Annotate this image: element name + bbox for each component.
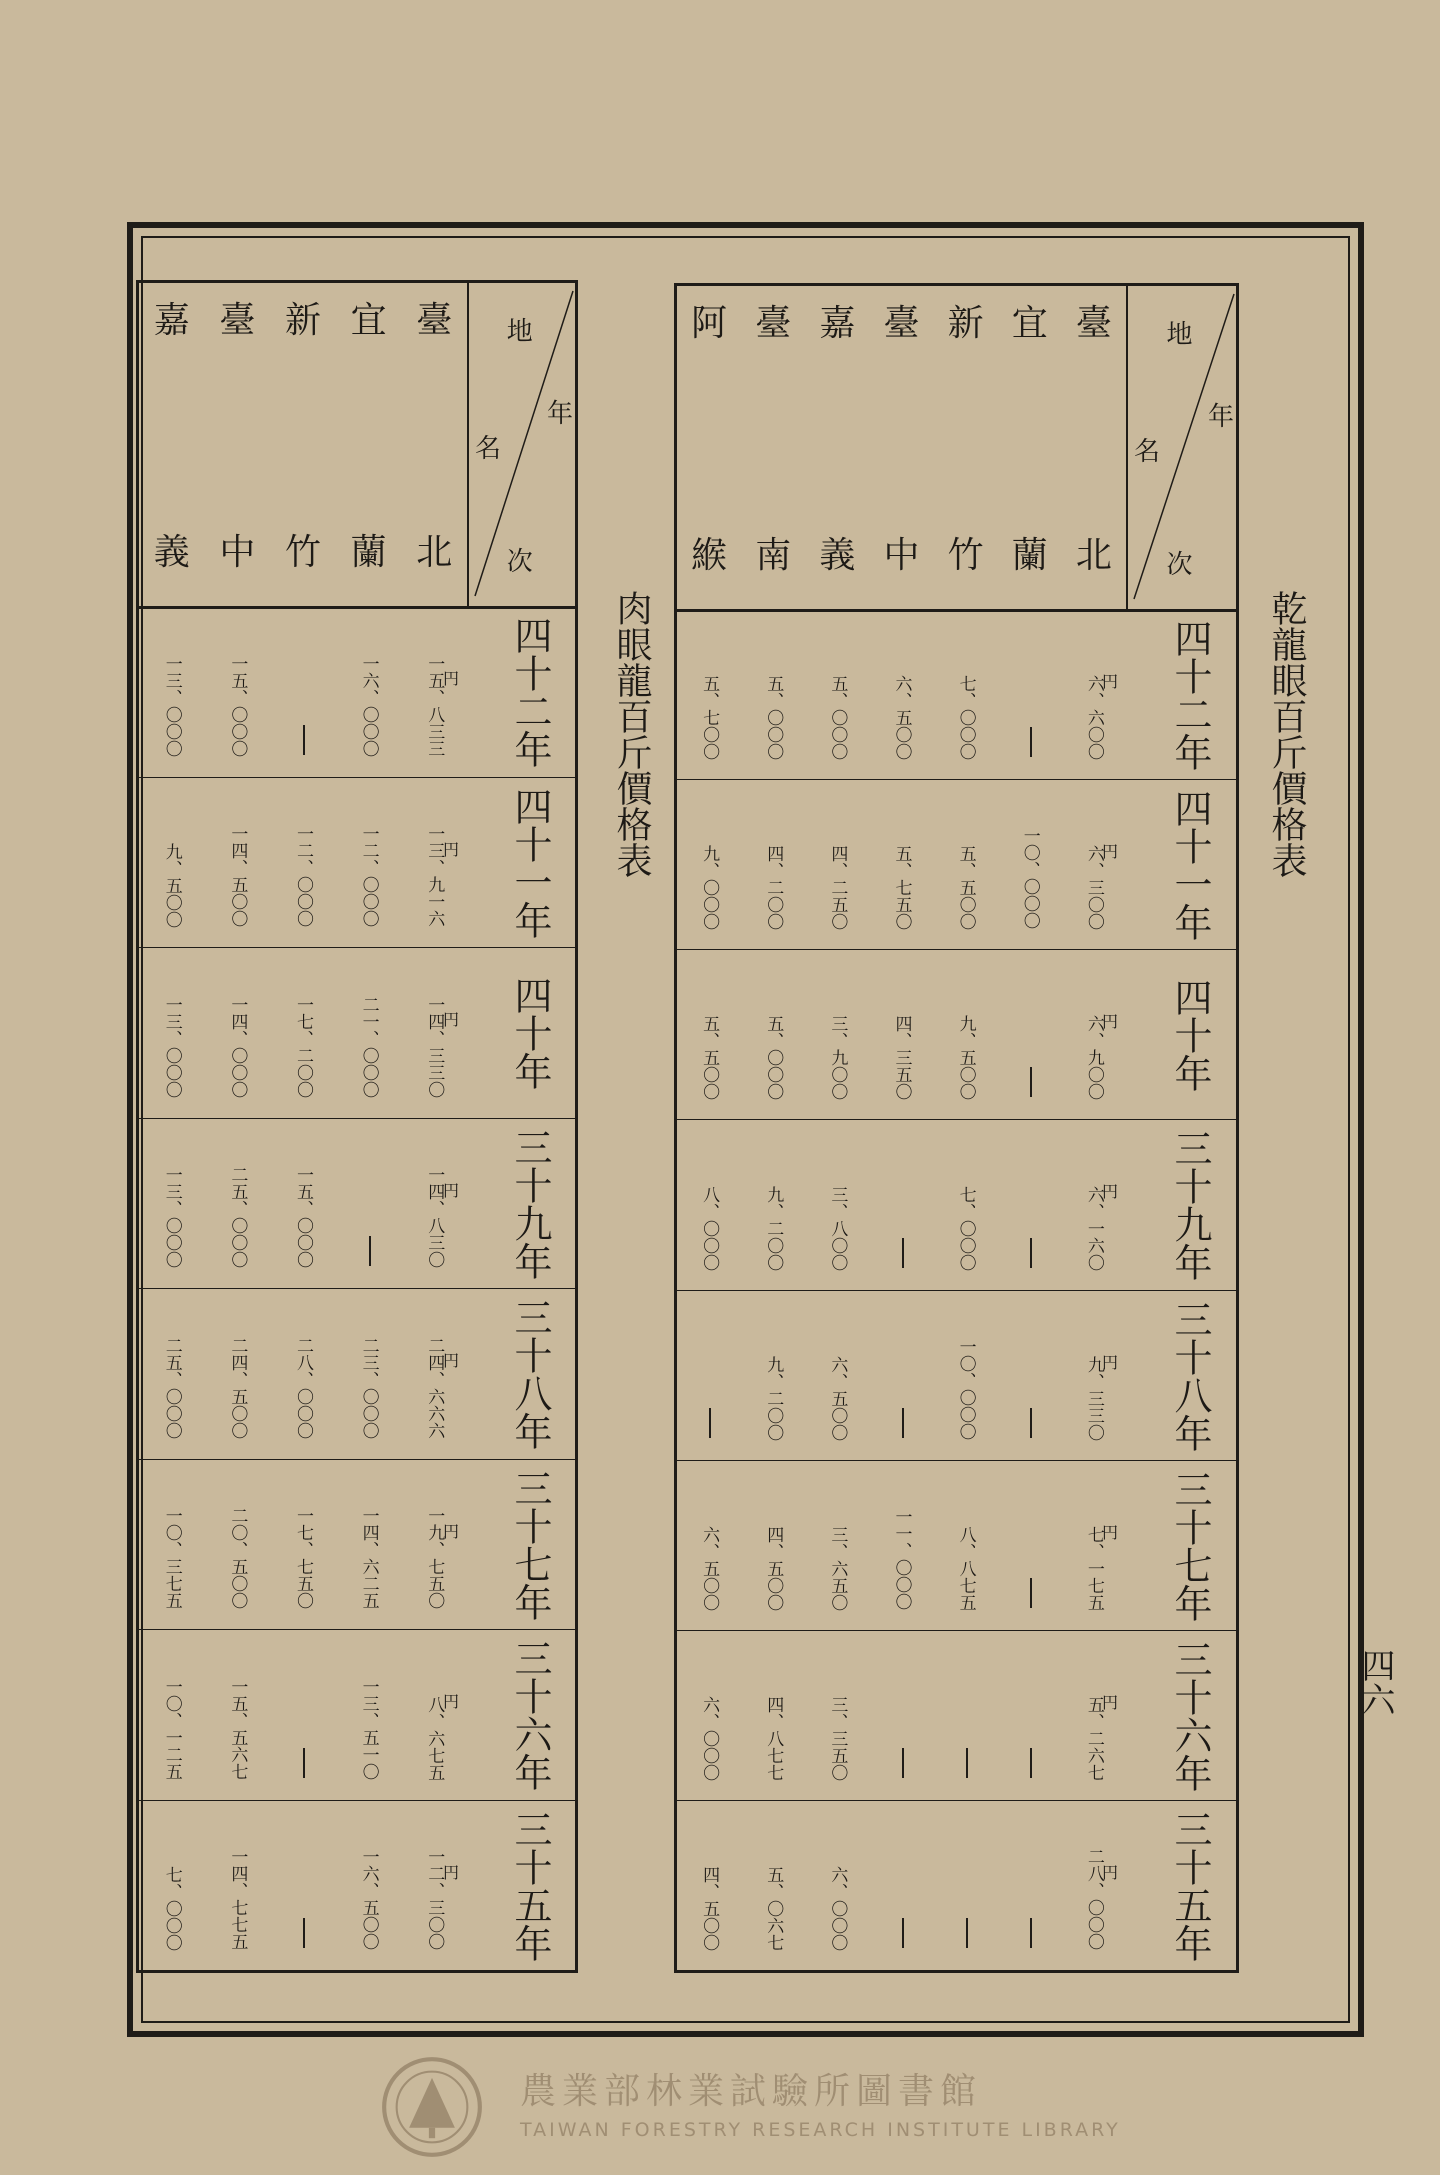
price-cell: 六、五〇〇 (827, 1355, 848, 1441)
price-cell: 一三、〇〇〇 (161, 995, 182, 1098)
price-cell: 一三、五一〇 (358, 1677, 379, 1780)
price-cell: 一〇、一二五 (161, 1677, 182, 1780)
empty-cell-dash (1030, 1748, 1032, 1778)
price-cell: 一七、七五〇 (293, 1507, 313, 1609)
price-cell: 五、二六七 (1083, 1695, 1104, 1781)
yen-unit: 円 (1102, 1522, 1119, 1542)
place-name-bottom: 中 (883, 535, 920, 576)
price-cell: 一四、七七五 (227, 1848, 248, 1950)
price-cell: 一六、〇〇〇 (358, 654, 379, 757)
price-cell: 二五、〇〇〇 (227, 1166, 248, 1268)
price-cell: 七、〇〇〇 (955, 675, 976, 761)
corner-label-year-2: 次 (1166, 550, 1193, 580)
row-divider (677, 1290, 1236, 1291)
place-name-bottom: 蘭 (350, 532, 387, 573)
empty-cell-dash (369, 1236, 371, 1266)
price-cell: 三、六五〇 (827, 1525, 848, 1611)
price-cell: 一五、〇〇〇 (227, 654, 248, 757)
watermark-english: TAIWAN FORESTRY RESEARCH INSTITUTE LIBRARY (520, 2119, 1121, 2141)
corner-label-place-2: 名 (1134, 437, 1161, 467)
price-cell: 五、〇六七 (763, 1866, 784, 1951)
price-cell: 一九、七五〇 (424, 1507, 445, 1609)
price-cell: 五、七〇〇 (699, 675, 720, 761)
place-name-top: 嘉 (153, 300, 190, 341)
price-cell: 六、六〇〇 (1083, 675, 1104, 761)
yen-unit: 円 (443, 669, 460, 688)
price-cell: 八、六七五 (424, 1695, 445, 1781)
yen-unit: 円 (1102, 1352, 1119, 1372)
price-cell: 八、〇〇〇 (699, 1185, 720, 1271)
price-cell: 一四、〇〇〇 (227, 995, 248, 1098)
place-header-5 (741, 286, 805, 609)
price-cell: 一〇、〇〇〇 (1019, 827, 1040, 930)
price-cell: 一六、五〇〇 (358, 1848, 379, 1950)
row-divider (677, 1800, 1236, 1801)
left-price-table (136, 280, 578, 1973)
yen-unit: 円 (443, 839, 460, 859)
year-label: 四十一年 (1168, 789, 1212, 942)
price-cell: 一二、〇〇〇 (358, 825, 379, 927)
row-divider (677, 949, 1236, 950)
place-name-top: 新 (284, 300, 321, 341)
price-cell: 一五、八三三 (424, 654, 445, 757)
yen-unit: 円 (443, 1521, 460, 1541)
price-cell: 二四、五〇〇 (227, 1336, 248, 1439)
year-label: 四十年 (508, 976, 552, 1091)
row-divider (139, 1629, 575, 1630)
price-cell: 一四、八三〇 (424, 1166, 445, 1268)
place-name-bottom: 中 (219, 532, 256, 573)
empty-cell-dash (966, 1918, 968, 1948)
place-name-top: 臺 (883, 303, 920, 344)
place-name-top: 臺 (219, 300, 256, 341)
price-cell: 二五、〇〇〇 (161, 1336, 182, 1439)
yen-unit: 円 (1102, 1692, 1119, 1712)
price-cell: 六、九〇〇 (1083, 1015, 1104, 1101)
place-header-3 (205, 283, 271, 606)
place-header-6 (677, 286, 741, 609)
empty-cell-dash (303, 1918, 305, 1948)
price-cell: 四、二〇〇 (763, 845, 784, 931)
row-divider (139, 777, 575, 778)
place-name-bottom: 義 (153, 532, 190, 573)
price-cell: 五、五〇〇 (699, 1015, 720, 1101)
yen-unit: 円 (443, 1180, 460, 1200)
page-number: 四六 (1355, 1648, 1395, 1716)
place-header-3 (869, 286, 933, 609)
price-cell: 四、五〇〇 (763, 1525, 784, 1611)
year-label: 三十八年 (508, 1298, 552, 1451)
corner-label-place-2: 名 (475, 434, 502, 464)
place-name-bottom: 竹 (284, 532, 321, 573)
empty-cell-dash (902, 1238, 904, 1268)
year-label: 三十五年 (1168, 1809, 1212, 1962)
price-cell: 五、〇〇〇 (763, 675, 784, 761)
price-cell: 六、一六〇 (1083, 1185, 1104, 1271)
yen-unit: 円 (1102, 1862, 1119, 1882)
price-cell: 四、八七七 (763, 1695, 784, 1781)
place-name-bottom: 蘭 (1011, 535, 1048, 576)
place-name-bottom: 北 (416, 532, 453, 573)
place-name-bottom: 竹 (947, 535, 984, 576)
place-name-bottom: 義 (819, 535, 856, 576)
header-divider (139, 606, 575, 609)
year-label: 四十年 (1168, 978, 1212, 1093)
price-cell: 三、八〇〇 (827, 1185, 848, 1271)
price-cell: 二三、〇〇〇 (358, 1336, 379, 1439)
price-cell: 一四、五〇〇 (227, 825, 248, 927)
price-cell: 一五、〇〇〇 (293, 1166, 313, 1268)
empty-cell-dash (902, 1408, 904, 1438)
place-name-top: 臺 (416, 300, 453, 341)
price-cell: 九、五〇〇 (955, 1015, 976, 1101)
place-name-top: 新 (947, 303, 984, 344)
price-cell: 五、七五〇 (891, 845, 912, 931)
price-cell: 二〇、五〇〇 (227, 1507, 248, 1609)
yen-unit: 円 (1102, 1182, 1119, 1202)
price-cell: 一五、五六七 (227, 1677, 248, 1780)
price-cell: 一〇、三七五 (161, 1507, 182, 1609)
corner-label-year-1: 年 (1208, 402, 1235, 432)
corner-header-cell (467, 283, 575, 606)
price-cell: 一三、〇〇〇 (161, 1166, 182, 1268)
price-cell: 五、〇〇〇 (827, 675, 848, 761)
price-cell: 五、五〇〇 (955, 845, 976, 931)
empty-cell-dash (303, 725, 305, 755)
corner-label-year-1: 年 (547, 399, 574, 429)
yen-unit: 円 (443, 1351, 460, 1370)
empty-cell-dash (303, 1748, 305, 1778)
yen-unit: 円 (443, 1692, 460, 1711)
year-label: 三十八年 (1168, 1299, 1212, 1452)
price-cell: 四、二五〇 (827, 845, 848, 931)
price-cell: 一三、〇〇〇 (161, 654, 182, 757)
header-divider (677, 609, 1236, 612)
year-label: 三十六年 (508, 1639, 552, 1792)
left-table-title: 肉眼龍百斤價格表 (611, 590, 652, 878)
place-name-top: 嘉 (819, 303, 856, 344)
place-name-top: 阿 (691, 303, 728, 344)
price-cell: 二八、〇〇〇 (293, 1336, 313, 1439)
place-name-top: 宜 (350, 300, 387, 341)
yen-unit: 円 (443, 1010, 460, 1029)
row-divider (139, 947, 575, 948)
price-cell: 一二、〇〇〇 (293, 825, 313, 927)
price-cell: 一一、〇〇〇 (891, 1507, 912, 1610)
year-label: 四十一年 (508, 786, 552, 939)
institute-seal-icon (380, 2055, 484, 2159)
place-header-2 (934, 286, 998, 609)
year-label: 三十五年 (508, 1809, 552, 1962)
row-divider (677, 779, 1236, 780)
row-divider (677, 1119, 1236, 1120)
yen-unit: 円 (1102, 1012, 1119, 1032)
corner-label-year-2: 次 (506, 547, 533, 577)
price-cell: 九、二〇〇 (763, 1355, 784, 1441)
place-name-top: 臺 (755, 303, 792, 344)
row-divider (139, 1800, 575, 1801)
price-cell: 九、二〇〇 (763, 1185, 784, 1271)
price-cell: 二一、〇〇〇 (358, 995, 379, 1098)
price-cell: 二四、六六六 (424, 1336, 445, 1439)
row-divider (139, 1288, 575, 1289)
year-label: 四十二年 (1168, 619, 1212, 772)
price-cell: 一七、二〇〇 (293, 995, 313, 1098)
row-divider (677, 1460, 1236, 1461)
price-cell: 九、〇〇〇 (699, 845, 720, 931)
price-cell: 六、五〇〇 (891, 675, 912, 761)
yen-unit: 円 (1102, 672, 1119, 691)
price-cell: 一二、三〇〇 (424, 1848, 445, 1950)
watermark-chinese: 農業部林業試驗所圖書館 (520, 2071, 983, 2112)
empty-cell-dash (709, 1408, 711, 1438)
price-cell: 三、九〇〇 (827, 1015, 848, 1101)
place-header-4 (805, 286, 869, 609)
price-cell: 五、〇〇〇 (763, 1015, 784, 1101)
empty-cell-dash (902, 1918, 904, 1948)
row-divider (139, 1459, 575, 1460)
place-header-0 (401, 283, 467, 606)
price-cell: 八、八七五 (955, 1525, 976, 1611)
corner-header-cell (1126, 286, 1236, 609)
library-watermark (380, 2063, 1180, 2155)
year-label: 三十九年 (508, 1127, 552, 1280)
empty-cell-dash (1030, 1578, 1032, 1608)
row-divider (139, 1118, 575, 1119)
price-cell: 七、一七五 (1083, 1525, 1104, 1611)
yen-unit: 円 (1102, 842, 1119, 862)
year-label: 三十六年 (1168, 1639, 1212, 1792)
place-name-bottom: 北 (1075, 535, 1112, 576)
right-price-table (674, 283, 1239, 1973)
price-cell: 七、〇〇〇 (955, 1185, 976, 1271)
empty-cell-dash (966, 1748, 968, 1778)
corner-label-place-1: 地 (506, 317, 533, 347)
place-name-bottom: 緱 (691, 535, 728, 576)
price-cell: 四、五〇〇 (699, 1866, 720, 1951)
place-header-2 (270, 283, 336, 606)
price-cell: 七、〇〇〇 (161, 1866, 182, 1951)
right-table-title: 乾龍眼百斤價格表 (1266, 590, 1307, 878)
empty-cell-dash (902, 1748, 904, 1778)
price-cell: 一三、九一六 (424, 825, 445, 927)
empty-cell-dash (1030, 727, 1032, 757)
year-label: 三十七年 (508, 1468, 552, 1621)
price-cell: 一四、六二五 (358, 1507, 379, 1609)
price-cell: 六、三〇〇 (1083, 845, 1104, 931)
place-header-1 (998, 286, 1062, 609)
year-label: 三十七年 (1168, 1469, 1212, 1622)
year-label: 三十九年 (1168, 1129, 1212, 1282)
empty-cell-dash (1030, 1408, 1032, 1438)
price-cell: 一四、三三〇 (424, 995, 445, 1098)
price-cell: 九、三三〇 (1083, 1355, 1104, 1441)
yen-unit: 円 (443, 1862, 460, 1882)
price-cell: 六、五〇〇 (699, 1525, 720, 1611)
place-name-top: 宜 (1011, 303, 1048, 344)
empty-cell-dash (1030, 1067, 1032, 1097)
place-header-0 (1062, 286, 1126, 609)
price-cell: 四、三五〇 (891, 1015, 912, 1101)
price-cell: 九、五〇〇 (161, 843, 182, 928)
price-cell: 三、三五〇 (827, 1695, 848, 1781)
place-header-1 (336, 283, 402, 606)
place-name-top: 臺 (1075, 303, 1112, 344)
price-cell: 二八、〇〇〇 (1083, 1848, 1104, 1950)
place-name-bottom: 南 (755, 535, 792, 576)
row-divider (677, 1630, 1236, 1631)
place-header-4 (139, 283, 205, 606)
price-cell: 一〇、〇〇〇 (955, 1337, 976, 1440)
price-cell: 六、〇〇〇 (699, 1695, 720, 1781)
corner-label-place-1: 地 (1166, 320, 1193, 350)
price-cell: 六、〇〇〇 (827, 1866, 848, 1951)
empty-cell-dash (1030, 1238, 1032, 1268)
year-label: 四十二年 (508, 616, 552, 769)
empty-cell-dash (1030, 1918, 1032, 1948)
